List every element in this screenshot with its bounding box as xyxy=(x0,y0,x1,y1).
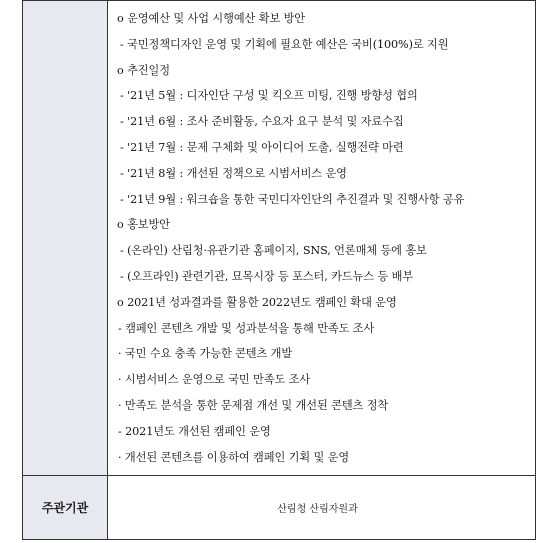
content-line: o 홍보방안 xyxy=(117,218,170,232)
content-line: · 만족도 분석을 통한 문제점 개선 및 개선된 콘텐츠 정착 xyxy=(118,398,389,412)
content-lines xyxy=(108,1,535,475)
content-line: o 운영예산 및 사업 시행예산 확보 방안 xyxy=(117,12,305,25)
content-line: · 국민 수요 충족 가능한 콘텐츠 개발 xyxy=(118,347,293,361)
content-cell xyxy=(108,1,536,476)
organizer-row xyxy=(23,476,536,540)
content-line: o 추진일정 xyxy=(117,63,170,77)
content-line: - 2021년도 개선된 캠페인 운영 xyxy=(118,424,271,438)
content-line: · 시범서비스 운영으로 국민 만족도 조사 xyxy=(118,373,311,387)
content-line: - '21년 7월 : 문제 구체화 및 아이디어 도출, 실행전략 마련 xyxy=(120,140,404,154)
content-line: - 캠페인 콘텐츠 개발 및 성과분석을 통해 만족도 조사 xyxy=(118,321,375,335)
organizer-label: 주관기관 xyxy=(23,476,108,540)
organizer-value: 산림청 산림자원과 xyxy=(108,476,536,540)
document-table xyxy=(22,0,536,540)
content-line: - '21년 9월 : 워크숍을 통한 국민디자인단의 추진결과 및 진행사항 공유 xyxy=(120,192,465,206)
content-line: - '21년 8월 : 개선된 정책으로 시범서비스 운영 xyxy=(120,166,347,180)
content-line: - '21년 6월 : 조사 준비활동, 수요자 요구 분석 및 자료수집 xyxy=(120,115,404,129)
content-line: - '21년 5월 : 디자인단 구성 및 킥오프 미팅, 진행 방향성 협의 xyxy=(120,89,418,103)
content-line: o 2021년 성과결과를 활용한 2022년도 캠페인 확대 운영 xyxy=(117,295,397,309)
content-line: - (온라인) 산림청·유관기관 홈페이지, SNS, 언론매체 등에 홍보 xyxy=(120,244,427,258)
empty-label-cell xyxy=(23,1,108,476)
content-line: · 개선된 콘텐츠를 이용하여 캠페인 기획 및 운영 xyxy=(118,450,350,464)
content-row xyxy=(23,1,536,476)
content-line: - 국민정책디자인 운영 및 기획에 필요한 예산은 국비(100%)로 지원 xyxy=(120,37,449,51)
content-line: - (오프라인) 관련기관, 묘목시장 등 포스터, 카드뉴스 등 배부 xyxy=(120,269,414,283)
